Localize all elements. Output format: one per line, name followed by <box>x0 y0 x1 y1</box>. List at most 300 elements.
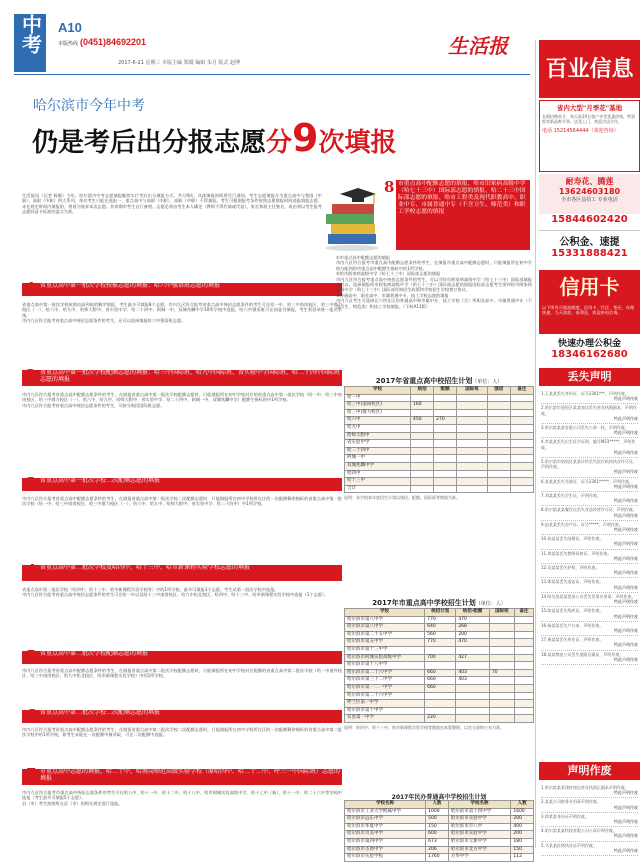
notice-item-tag: 特此声明作废 <box>614 819 638 825</box>
table-cell: 哈四中 <box>345 470 411 478</box>
table-cell <box>487 432 510 440</box>
table-cell <box>510 462 533 470</box>
notice-item-tag: 特此声明作废 <box>614 527 638 533</box>
table-cell: 673 <box>426 838 449 846</box>
table-cell <box>510 424 533 432</box>
table-cell <box>510 470 533 478</box>
table-cell <box>411 478 434 486</box>
table-cell <box>514 646 533 654</box>
notice-item: 11.周某某丢失教师资格证，声明作废。 特此声明作废 <box>541 550 638 564</box>
table2-unit: （单位：人） <box>475 601 506 607</box>
table-row <box>345 462 534 470</box>
table-header-row <box>345 609 534 617</box>
table-cell <box>434 424 457 432</box>
notice-item: 15.陈某某丢失残疾证，声明作废。 特此声明作废 <box>541 607 638 621</box>
notice-item-tag: 特此声明作废 <box>614 396 638 402</box>
table-cell: 双城兆麟中学 <box>345 462 411 470</box>
table-row <box>345 639 534 647</box>
table-cell <box>510 455 533 463</box>
table-cell <box>487 485 510 493</box>
table-cell <box>487 462 510 470</box>
table-cell <box>510 447 533 455</box>
notice-item-tag: 特此声明作废 <box>614 599 638 605</box>
table-row <box>345 808 534 816</box>
headline-big-number: 9 <box>292 116 319 160</box>
section-1-title: 省重点高中第一批次学校按报志愿的填报：哈六中强语班志愿的填报 <box>40 282 221 289</box>
table-cell <box>456 707 490 715</box>
table-cell <box>514 631 533 639</box>
notice-item: 4.李某某丢失出生医学证明，编号M23*****，声明作废。 特此声明作废 <box>541 438 638 458</box>
table-header-cell: 强语 <box>487 387 510 395</box>
section-vertical-banner <box>14 14 46 72</box>
table-cell: 770 <box>425 639 456 647</box>
table-row <box>345 402 534 410</box>
hotline-number: (0451)84692201 <box>80 37 147 47</box>
table-cell: 哈尔滨市华夏中学 <box>345 823 426 831</box>
notice-item-tag: 特此声明作废 <box>614 555 638 561</box>
table1-unit: （单位：人） <box>472 379 503 385</box>
table-cell: 150 <box>511 846 534 854</box>
table-cell: 哈尔滨市第三十二中学 <box>345 677 425 685</box>
table-cell <box>457 462 488 470</box>
table-cell <box>411 409 434 417</box>
section-6-title: 省重点高中第二批次学校二次配额志愿的填报 <box>40 709 161 716</box>
notice-item-tag: 特此声明作废 <box>614 541 638 547</box>
table-cell <box>510 417 533 425</box>
notice-item: 16.杨某某丢失户口本，声明作废。 特此声明作废 <box>541 622 638 636</box>
section-1-number: 1 <box>26 279 37 297</box>
table-row <box>345 485 534 493</box>
table-row <box>345 838 534 846</box>
table-cell <box>434 455 457 463</box>
notice-item-tag: 特此声明作废 <box>614 584 638 590</box>
section-6-body: 市内九区符合报考省重点高中配额志愿条件的考生，在填报省重点高中第二批次学校二次配额志愿时，只能填报所在初中学校所在区的一次配额剩余指标的省重点高中第二批次学校中的1所学校，如考生未能在一次配额中被录取，可在二次配额中选报。 <box>22 727 342 738</box>
table-cell: 1000 <box>426 808 449 816</box>
table-row <box>345 677 534 685</box>
table-row <box>345 624 534 632</box>
section-5-number: 5 <box>26 647 37 665</box>
table-cell <box>487 417 510 425</box>
table-cell: 哈一中 <box>345 394 411 402</box>
table-cell <box>425 700 456 708</box>
table-cell: 160 <box>411 402 434 410</box>
table-cell: 阿城一中 <box>345 455 411 463</box>
notice-item-tag: 特此声明作废 <box>614 483 638 489</box>
promo-phone: 电话 15214564444（欢迎咨询） <box>542 128 619 135</box>
table-cell <box>489 631 514 639</box>
notice-item-tag: 特此声明作废 <box>614 804 638 810</box>
table-header-cell: 国际班 <box>489 609 514 617</box>
table-header-row <box>345 387 534 395</box>
headline-title-main: 仍是考后出分报志愿 <box>32 128 267 158</box>
table-row <box>345 409 534 417</box>
section-8-title: 市重点高中配额志愿的填报、哈市旧家病高级中学（哈七十三中）国际部志愿的填报、哈二十三中国际部志愿的填报、哈市工程类及现代职教高中、职业中专、市属普通中专（不含卫生、师范类）和职工学校志愿的填报 <box>396 180 530 250</box>
table-cell: 500 <box>426 816 449 824</box>
paper-name-logo: 生活报 <box>448 34 508 58</box>
table-cell <box>457 417 488 425</box>
table-cell <box>456 646 490 654</box>
table-row <box>345 662 534 670</box>
table-cell <box>411 440 434 448</box>
notice-item: 18.某某物流公司丢失道路运输证，声明作废。 特此声明作废 <box>541 651 638 665</box>
table-row <box>345 616 534 624</box>
table-header-cell: 配额 <box>434 387 457 395</box>
hotline-label: 本版热线 <box>58 41 79 47</box>
notice-item-tag: 特此声明作废 <box>614 627 638 633</box>
company-phone: 15331888421 <box>551 248 628 259</box>
masthead-rule <box>14 74 530 75</box>
cars-text: 全市各区县招工 专业电话 <box>561 197 618 203</box>
table-cell <box>425 646 456 654</box>
table-cell <box>510 485 533 493</box>
table-row <box>345 631 534 639</box>
cars-title: 耐寿花、腾莲 <box>565 177 614 186</box>
table-cell: 哈三中(群力校区) <box>345 409 411 417</box>
notice-item-tag: 特此声明作废 <box>614 498 638 504</box>
table-cell <box>425 662 456 670</box>
date-line: 2017-6-21 星期三 本版主编 郑缰 编辑 朱月 版式 赵博 <box>118 60 241 66</box>
table-row <box>345 823 534 831</box>
section-6-number: 6 <box>26 706 37 724</box>
table-cell: 哈九中 <box>345 424 411 432</box>
void-notice-header <box>539 762 640 780</box>
table-row <box>345 846 534 854</box>
table-cell <box>434 402 457 410</box>
table-header-cell: 人数 <box>426 801 449 809</box>
table-cell <box>457 447 488 455</box>
promo-title: 省内大型"月季花"基地 <box>556 104 623 112</box>
table-cell: 哈尔滨市第十四中学 <box>448 808 511 816</box>
credit-card-text-box <box>539 304 640 334</box>
section-1-header <box>22 279 342 297</box>
table-cell: 403 <box>456 677 490 685</box>
table-cell: 省实验中学 <box>345 440 411 448</box>
section-8-body: ①市重点高中配额志愿的填报 市内九区符合报考市重点高中配额志愿条件的考生，在填报市重点高中配额志愿时，只能填报所在初中学校分配到的市重点高中配额生指标中的1所学校。 ②哈市阿家病高级中学（哈七十三中）国际部志愿的填报 市内九区符合报考重点高中统招志愿条件的考生，可以可哈市阿家病高级中学（哈七十三中）国际部填报为可以，选择填报哈市阿家病高级中学（哈七十三中）国际部志愿的填报国际部志愿考生须到哈市阿家病高级中学（哈七十三中）国际部咨询招生政策和学校招生学校签订协议。 ③普通高中、职业高中、市属普通中专、技工学校志愿的填报 市内九区考生可选择在六所在区的普通高中和市属中专、技工学校（含）所职业高中、市属普通中专（不含卫生、师范类）和技工学校填报。（下转A11版） <box>336 255 532 309</box>
table-cell: 哈尔滨市第十三中学 <box>345 646 425 654</box>
credit-card-banner <box>539 270 640 304</box>
table-cell <box>489 700 514 708</box>
section-8-header <box>384 180 532 250</box>
table-row <box>345 816 534 824</box>
table-cell: 112 <box>511 854 534 862</box>
table-cell <box>514 700 533 708</box>
lost-notice-title: 丢失声明 <box>567 370 612 383</box>
promo-text: 长期招聘英才，每天前10名客户享受优惠价格，特别推荐新品种月季，送货上门，欢迎洽谈合作。 <box>542 114 636 125</box>
table-cell: 哈三中(南岗校区) <box>345 402 411 410</box>
table-cell <box>514 707 533 715</box>
lost-notice-header <box>539 368 640 386</box>
section-7-body: 市内九区符合报考市重点高中统招志愿条件的考生可在哈八中、哈十一中、哈十二中、哈十八中、哈市阿城实验高级中学、哈十七中（新）、哈十一中、哈二十六中等学校中选报（考生最多可填报5个志愿）。 县（市）考生按照所在县（市）的相关规定进行选报。 <box>22 790 342 806</box>
table-cell <box>425 692 456 700</box>
table-cell <box>514 677 533 685</box>
table-cell <box>456 662 490 670</box>
headline-title-accent1: 分 <box>266 128 293 158</box>
table-cell: 哈尔滨市圣原中学 <box>345 846 426 854</box>
table-cell: 哈尔滨市工业大学附属中学 <box>345 808 426 816</box>
table-cell: 呼兰区第一中学 <box>345 700 425 708</box>
table-cell <box>411 462 434 470</box>
notice-item: 17.黄某某丢失毕业证，声明作废。 特此声明作废 <box>541 636 638 650</box>
table-cell: 哈尔滨市阿城实验高级中学 <box>345 654 425 662</box>
table-cell: 206 <box>426 846 449 854</box>
table-cell <box>411 394 434 402</box>
table-row <box>345 700 534 708</box>
table-cell <box>510 409 533 417</box>
table-cell <box>510 394 533 402</box>
table-header-cell: 国际班 <box>457 387 488 395</box>
table-cell <box>456 715 490 723</box>
table-cell: 450 <box>411 417 434 425</box>
table-cell <box>434 409 457 417</box>
section-4-number: 4 <box>26 561 37 579</box>
sidebar-divider <box>535 40 536 848</box>
table-cell: 640 <box>425 624 456 632</box>
table-cell <box>434 462 457 470</box>
notice-item: 3.哈尔滨某某有限公司丢失公章一枚，声明作废。 特此声明作废 <box>541 424 638 438</box>
table-cell <box>489 707 514 715</box>
section-5-title: 省重点高中第二批次学校配额志愿的填报 <box>40 650 149 657</box>
notice-item-tag: 特此声明作废 <box>614 430 638 436</box>
table-cell: 哈尔滨市实验中学 <box>448 816 511 824</box>
table-cell <box>457 470 488 478</box>
section-2-number: 2 <box>26 366 37 384</box>
table-cell <box>457 478 488 486</box>
table-cell <box>489 624 514 632</box>
section-4-body: 省重点高中第二批次学校（哈四中、哈十三中、哈市新课程实验学校等）中的1所学校，最多可填报3个志愿。考生从第一批次学校中选报。 市内九区符合报考省重点高中统招志愿条件的考生可在哈一中以及哈十三中南岗校区、哈九中松北校区、哈四中、哈十三中、哈市新课程实验学校中选报（1个志愿）。 <box>22 587 329 598</box>
table-cell <box>510 432 533 440</box>
table-cell: 哈尔滨市实验中学 <box>448 831 511 839</box>
credit-card-text: 以下所有可提高额度，信用卡、代还、垫还、办理快速，当天放款，低利息，欢迎来电咨询。 <box>542 305 635 316</box>
notice-item-tag: 特此声明作废 <box>614 512 638 518</box>
table-header-cell: 备注 <box>514 609 533 617</box>
table1-block <box>344 376 534 576</box>
notice-item: 14.哈尔滨某某贸易公司丢失发票专用章，声明作废。 特此声明作废 <box>541 593 638 607</box>
table-row <box>345 432 534 440</box>
table-row <box>345 455 534 463</box>
table-cell: 268 <box>456 624 490 632</box>
table-cell: 哈二十四中 <box>345 447 411 455</box>
table-cell: 哈尔滨市第二十六中学 <box>345 692 425 700</box>
notice-item-tag: 特此声明作废 <box>614 790 638 796</box>
fast-fund-title: 快速办理公积金 <box>557 339 621 349</box>
notice-item: 5.马某某医师执业证声明作废。 特此声明作废 <box>541 842 638 856</box>
notice-item: 9.赵某某丢失房产证，证号*****，声明作废。 特此声明作废 <box>541 521 638 535</box>
notice-item: 3.徐某某身份证声明作废。 特此声明作废 <box>541 813 638 827</box>
table-cell <box>514 662 533 670</box>
books-illustration <box>322 182 382 252</box>
section-3-number: 3 <box>26 474 37 492</box>
table-row <box>345 715 534 723</box>
table-cell <box>514 624 533 632</box>
notice-item: 8.哈尔滨某某餐饮店丢失食品经营许可证，声明作废。 特此声明作废 <box>541 506 638 520</box>
table-cell <box>487 409 510 417</box>
table-row <box>345 424 534 432</box>
sidebar-top-banner <box>539 40 640 98</box>
table2-note: 说明：哈四中、哈十三中、哈市新课程实验学校等数据由本版整理，以官方最终公布为准。 <box>344 724 504 730</box>
section-1-body: 省重点高中第一批次学校按照由高到低的顺序填报，考生最多可填报8个志愿。市内九区符合报考省重点高中统招志愿条件的考生可在哈一中、哈三中南岗校区、哈三中群力校区（一）、哈六中、哈九中、哈师大附中、省实验中学、哈二十四中、阿城一中、双城兆麟中学10所学校中选报，哈六中强语班可在同意书填报，考生须登录统一报名系统。 市内九区符合报考省重点高中统招志愿条件的考生，还可以选择填报哈六中强语班志愿。 <box>22 302 342 324</box>
table-header-cell: 学校 <box>345 387 411 395</box>
notice-item: 10.孙某某丢失结婚证，声明作废。 特此声明作废 <box>541 535 638 549</box>
table-cell <box>487 394 510 402</box>
table-cell: 哈尔滨市第十中学 <box>345 707 425 715</box>
section-7-number: 7 <box>26 765 37 783</box>
table-cell <box>489 692 514 700</box>
table-cell: 200 <box>511 816 534 824</box>
table-cell <box>489 646 514 654</box>
table-cell: 合计 <box>345 485 411 493</box>
table-cell: 哈尔滨市第十八中学 <box>345 662 425 670</box>
notice-item: 7.刘某某丢失学生证，声明作废。 特此声明作废 <box>541 492 638 506</box>
table-cell <box>411 470 434 478</box>
table2-block <box>344 598 534 788</box>
table-row <box>345 417 534 425</box>
table3 <box>344 800 534 862</box>
table-cell: 1760 <box>426 854 449 862</box>
table-header-cell: 备注 <box>510 387 533 395</box>
table-cell <box>489 654 514 662</box>
table-cell <box>434 485 457 493</box>
promo-ad <box>539 100 640 172</box>
section-vertical-text: 中考 <box>18 14 43 54</box>
notice-item-tag: 特此声明作废 <box>614 570 638 576</box>
table-cell: 哈尔滨市第八中学 <box>345 616 425 624</box>
table-row <box>345 692 534 700</box>
table-cell: 400 <box>511 823 534 831</box>
cars-ad <box>539 174 640 214</box>
table-row <box>345 669 534 677</box>
table-cell <box>487 424 510 432</box>
table-cell <box>489 616 514 624</box>
cars-phone-2-box <box>539 214 640 228</box>
table-cell: 560 <box>425 631 456 639</box>
table-cell <box>457 394 488 402</box>
section-4-header <box>22 561 342 581</box>
table-cell: 哈尔滨市第五中学 <box>345 639 425 647</box>
void-notice-list <box>539 782 640 853</box>
table-cell: 70 <box>489 669 514 677</box>
table-cell: 哈尔滨市第二十六中学 <box>345 669 425 677</box>
section-3-body: 市内九区符合报考省重点高中配额志愿条件的考生，在填报省重点高中第一批次学校二次配额志愿时，只能填报所在初中学校所在区的一次配额剩余指标的省重点高中第一批次学校（哈一中、哈三中南岗校区、哈三中群力校区（一）、哈六中、哈九中、哈师大附中、省实验中学、哈二十四中）中1所学校。 <box>22 496 342 507</box>
cars-phone: 13624603180 <box>558 187 621 196</box>
table-cell <box>411 485 434 493</box>
notice-item: 2.某某公司财务专用章声明作废。 特此声明作废 <box>541 798 638 812</box>
table-cell: 哈尔滨市实验学校 <box>345 854 426 862</box>
headline-kicker: 哈尔滨市今年中考 <box>33 98 145 114</box>
table-row <box>345 831 534 839</box>
table-cell <box>434 447 457 455</box>
table-cell <box>489 684 514 692</box>
notice-item: 1.王某某丢失身份证，证号2301***，声明作废。 特此声明作废 <box>541 390 638 404</box>
table-cell <box>456 692 490 700</box>
section-6-header <box>22 706 342 724</box>
notice-item-tag: 特此声明作废 <box>614 847 638 853</box>
table-cell: 470 <box>456 616 490 624</box>
table-cell: 770 <box>425 616 456 624</box>
table-cell: 427 <box>456 654 490 662</box>
notice-item-tag: 特此声明作废 <box>614 656 638 662</box>
table-cell: 403 <box>456 669 490 677</box>
table2 <box>344 608 534 723</box>
table-cell: 600 <box>426 831 449 839</box>
table-cell <box>457 402 488 410</box>
table-header-row <box>345 801 534 809</box>
section-2-body: 市内九区符合报考省重点高中配额志愿条件的考生，在填报省重点高中第一批次学校配额志愿时，只能填报所在初中学校对应的省重点高中第一批次学校（哈一中、哈三中南岗校区、哈三中群力校区（一）、哈六中、哈九中、哈师大附中、省实验中学、哈二十四中、阿城一中、双城兆麟中学）配额生指标的中1所学校。 市内九区符合报考省重点高中统招志愿条件的考生，可按分数段国际班志愿。 <box>22 392 342 408</box>
table-cell: 180 <box>511 838 534 846</box>
table-cell: 哈尔滨市市八中 <box>448 823 511 831</box>
table-cell: 哈十三中 <box>345 478 411 486</box>
table-cell <box>514 654 533 662</box>
table-cell <box>457 432 488 440</box>
table-cell <box>434 394 457 402</box>
table-cell <box>411 432 434 440</box>
table-cell <box>489 677 514 685</box>
notice-item: 6.张某某丢失驾驶证，证号2301*****，声明作废。 特此声明作废 <box>541 478 638 492</box>
notice-item: 4.哈尔滨某某科技有限公司公章声明作废。 特此声明作废 <box>541 827 638 841</box>
table-cell <box>425 707 456 715</box>
table-cell <box>514 715 533 723</box>
notice-item-tag: 特此声明作废 <box>614 642 638 648</box>
table-cell <box>487 402 510 410</box>
section-7-header <box>22 765 342 785</box>
table-cell: 470 <box>456 639 490 647</box>
table-cell <box>487 455 510 463</box>
table-cell: 200 <box>456 631 490 639</box>
table-cell <box>434 470 457 478</box>
section-3-title: 省重点高中第一批次学校二次配额志愿的填报 <box>40 477 161 484</box>
headline-title-accent2: 次填报 <box>318 128 397 158</box>
table1 <box>344 386 534 493</box>
table-cell: 宾县第一中学 <box>345 715 425 723</box>
table3-title: 2017年民办普通高中学校招生计划 <box>391 794 487 801</box>
table-cell <box>487 440 510 448</box>
notice-item: 12.吴某某丢失护照，声明作废。 特此声明作废 <box>541 564 638 578</box>
section-2-title: 省重点高中第一批次学校配额志愿的填报：哈三中国际班、哈九中国际班、省实验中学国际班、哈二十四中国际班志愿的填报 <box>40 369 341 383</box>
credit-card-title: 信用卡 <box>559 275 620 299</box>
table-cell <box>514 692 533 700</box>
section-3-header <box>22 474 342 492</box>
table-cell <box>411 455 434 463</box>
table-cell: 660 <box>425 677 456 685</box>
table-row <box>345 478 534 486</box>
fast-fund-ad <box>539 336 640 366</box>
table-row <box>345 646 534 654</box>
section-5-body: 市内九区符合报考省重点高中配额志愿条件的考生，在填报省重点高中第二批次学校配额志愿时，只能填报所在初中学校对应配额的省重点高中第二批次学校（哈一中道外校区、哈三中南岗校区、哈九中松北校区、哈市新课程实验学校）中的1所学校。 <box>22 668 342 679</box>
cars-phone-2: 15844602420 <box>551 214 628 225</box>
table-cell <box>514 639 533 647</box>
section-4-title: 省重点高中第二批次学校及哈四中、哈十三中、哈市新课程实验学校志愿的填报 <box>40 564 251 571</box>
table-row <box>345 447 534 455</box>
headline-title <box>32 116 397 160</box>
table-header-cell: 学校名称 <box>345 801 426 809</box>
table-header-cell: 统招计划 <box>425 609 456 617</box>
table-cell: 哈尔滨市第八中学 <box>345 624 425 632</box>
lost-notice-items <box>541 390 638 665</box>
table-cell: 哈尔滨市北方中学 <box>448 846 511 854</box>
table-cell <box>489 662 514 670</box>
table-cell <box>487 478 510 486</box>
table-cell: 150 <box>426 823 449 831</box>
notice-item: 2.哈尔滨市道里区某某商店丢失营业执照副本，声明作废。 特此声明作废 <box>541 404 638 424</box>
table-row <box>345 654 534 662</box>
table-cell <box>489 715 514 723</box>
section-7-title: 市重点高中志愿的填报，哈二十中、哈南岗师范高级实验学校（原哈四中、哈二十二中、呼兰一中国际班）志愿的填报 <box>40 768 341 782</box>
section-2-header <box>22 366 342 386</box>
table-cell: 哈尔滨市立新中学 <box>448 838 511 846</box>
table-cell <box>457 440 488 448</box>
table-cell <box>434 478 457 486</box>
table-header-cell: 学校 <box>345 609 425 617</box>
table1-title <box>344 376 534 386</box>
